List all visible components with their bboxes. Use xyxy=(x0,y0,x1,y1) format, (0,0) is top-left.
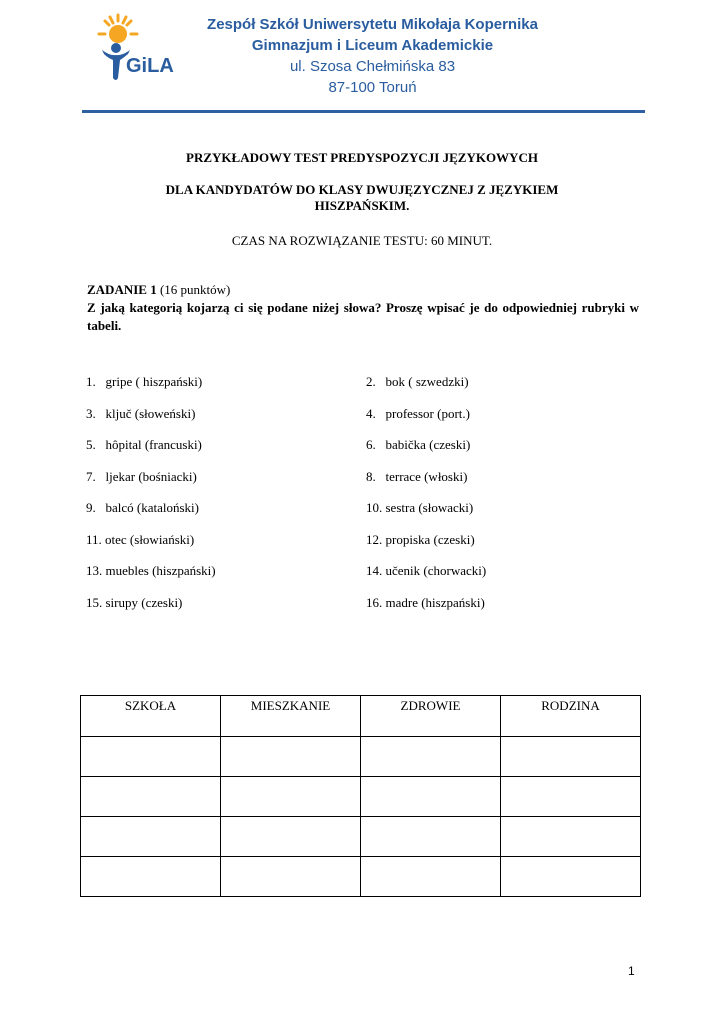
answer-cell[interactable] xyxy=(501,857,641,897)
answer-cell[interactable] xyxy=(221,777,361,817)
task-label: ZADANIE 1 xyxy=(87,282,157,297)
table-row xyxy=(81,857,641,897)
header-szkola: SZKOŁA xyxy=(81,696,221,737)
answer-cell[interactable] xyxy=(501,737,641,777)
list-item: 10. sestra (słowacki) xyxy=(366,500,474,515)
answer-cell[interactable] xyxy=(361,817,501,857)
school-name-line2: Gimnazjum i Liceum Akademickie xyxy=(251,37,494,54)
task-points: (16 punktów) xyxy=(159,282,231,297)
answer-cell[interactable] xyxy=(221,817,361,857)
school-header xyxy=(200,14,545,98)
list-item: 5. hôpital (francuski) xyxy=(86,437,202,452)
page-number: 1 xyxy=(628,964,635,978)
table-row xyxy=(81,777,641,817)
list-item: 8. terrace (włoski) xyxy=(366,468,468,484)
address-city: 87-100 Toruń xyxy=(328,79,417,96)
header-mieszkanie: MIESZKANIE xyxy=(221,696,361,737)
header-zdrowie: ZDROWIE xyxy=(361,696,501,737)
list-item: 14. učenik (chorwacki) xyxy=(366,563,487,578)
document-subtitle xyxy=(82,182,642,214)
table-header-row xyxy=(81,696,641,737)
table-row xyxy=(81,737,641,777)
task-section xyxy=(87,281,639,335)
list-item: 15. sirupy (czeski) xyxy=(86,594,183,610)
answer-cell[interactable] xyxy=(81,817,221,857)
test-time: CZAS NA ROZWIĄZANIE TESTU: 60 MINUT. xyxy=(231,233,493,248)
answer-cell[interactable] xyxy=(81,777,221,817)
answer-cell[interactable] xyxy=(501,817,641,857)
list-item: 7. ljekar (bośniacki) xyxy=(86,468,197,484)
answer-cell[interactable] xyxy=(501,777,641,817)
answer-cell[interactable] xyxy=(361,777,501,817)
answer-cell[interactable] xyxy=(221,857,361,897)
answer-cell[interactable] xyxy=(221,737,361,777)
school-name-line1: Zespół Szkół Uniwersytetu Mikołaja Kopernika xyxy=(207,16,538,33)
task-instruction: Z jaką kategorią kojarzą ci się podane niżej słowa? Proszę wpisać je do odpowiedniej rubryki w tabeli. xyxy=(87,300,639,333)
header-rodzina: RODZINA xyxy=(501,696,641,737)
subtitle-line1: DLA KANDYDATÓW DO KLASY DWUJĘZYCZNEJ Z JĘZYKIEM xyxy=(165,182,559,197)
header-divider xyxy=(82,110,645,113)
table-row xyxy=(81,817,641,857)
list-item: 6. babička (czeski) xyxy=(366,437,471,452)
document-title: PRZYKŁADOWY TEST PREDYSPOZYCJI JĘZYKOWYCH xyxy=(186,150,538,165)
answer-cell[interactable] xyxy=(361,737,501,777)
gila-logo xyxy=(96,12,184,84)
list-item: 4. professor (port.) xyxy=(366,405,470,421)
list-item: 1. gripe ( hiszpański) xyxy=(86,374,203,389)
subtitle-line2: HISZPAŃSKIM. xyxy=(314,198,410,213)
list-item: 11. otec (słowiański) xyxy=(86,531,195,547)
answer-cell[interactable] xyxy=(81,857,221,897)
list-item: 2. bok ( szwedzki) xyxy=(366,374,469,389)
list-item: 13. muebles (hiszpański) xyxy=(86,563,216,578)
list-item: 9. balcó (kataloński) xyxy=(86,500,199,515)
answer-cell[interactable] xyxy=(81,737,221,777)
category-table xyxy=(80,695,641,897)
sun-icon xyxy=(99,15,137,43)
address-street: ul. Szosa Chełmińska 83 xyxy=(289,58,456,75)
logo-text: GiLA xyxy=(126,55,174,77)
answer-cell[interactable] xyxy=(361,857,501,897)
list-item: 16. madre (hiszpański) xyxy=(366,594,485,610)
list-item: 12. propiska (czeski) xyxy=(366,531,475,547)
list-item: 3. ključ (słoweński) xyxy=(86,405,196,421)
